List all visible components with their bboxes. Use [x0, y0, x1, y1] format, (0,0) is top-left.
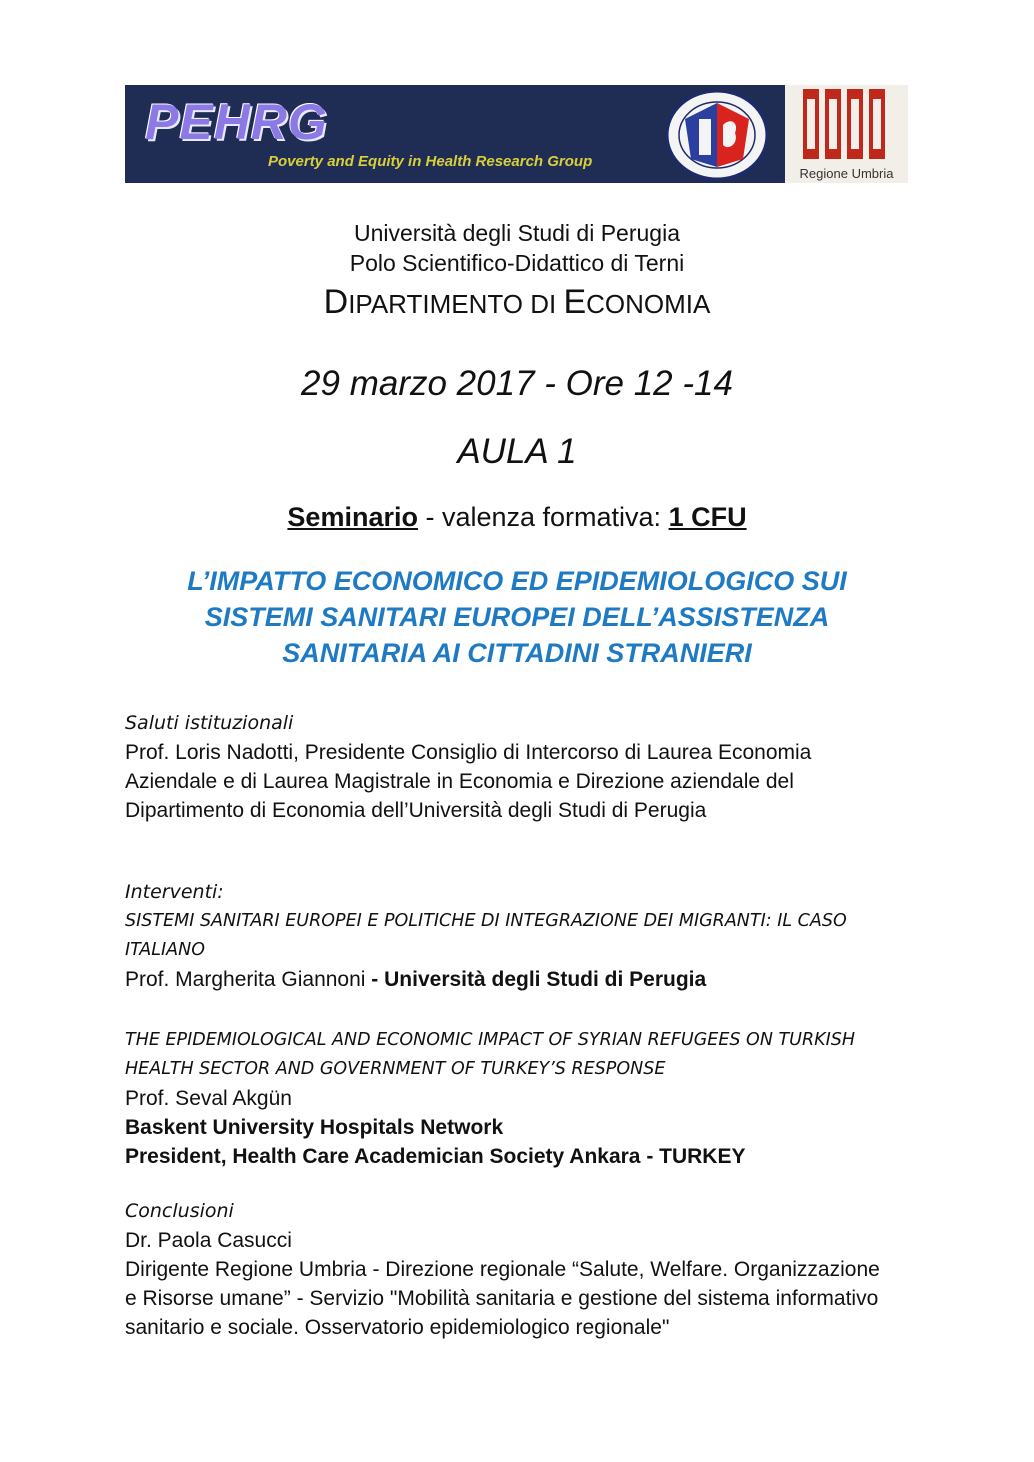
pehrg-logo: PEHRG — [145, 94, 328, 150]
talk2-affiliation-2: President, Health Care Academician Society Ankara - TURKEY — [125, 1145, 746, 1168]
greetings-text: Prof. Loris Nadotti, Presidente Consiglio di Intercorso di Laurea Economia Aziendale e di Laurea Magistrale in Economia e Direzione aziendale del Dipartimento di Economia dell’Università degli Studi di Perugia — [125, 741, 812, 822]
region-label: Regione Umbria — [799, 166, 894, 181]
institution-block — [0, 218, 1034, 278]
interventions-label: Interventi: — [125, 881, 224, 903]
talk1-title: SISTEMI SANITARI EUROPEI E POLITICHE DI INTEGRAZIONE DEI MIGRANTI: IL CASO ITALIANO — [125, 911, 847, 960]
campus-name: Polo Scientifico-Didattico di Terni — [349, 250, 685, 276]
talk2-speaker: Prof. Seval Akgün — [125, 1087, 292, 1110]
talk2-affiliation-1: Baskent University Hospitals Network — [125, 1116, 504, 1139]
event-room: AULA 1 — [457, 432, 577, 471]
regione-umbria-logo — [785, 85, 908, 183]
conclusions-speaker: Dr. Paola Casucci — [125, 1229, 292, 1252]
department-title: DIPARTIMENTO DI ECONOMIA — [323, 283, 711, 321]
interventions-section — [125, 878, 885, 994]
greetings-section — [125, 709, 885, 825]
talk2-section — [125, 1026, 885, 1171]
seminar-title: L’IMPATTO ECONOMICO ED EPIDEMIOLOGICO SUI SISTEMI SANITARI EUROPEI DELL’ASSISTENZA SANITARIA AI CITTADINI STRANIERI — [187, 566, 847, 668]
seminar-line: Seminario - valenza formativa: 1 CFU — [287, 502, 747, 532]
umbria-columns-icon — [785, 85, 908, 163]
talk2-title: THE EPIDEMIOLOGICAL AND ECONOMIC IMPACT OF SYRIAN REFUGEES ON TURKISH HEALTH SECTOR AND GOVERNMENT OF TURKEY’S RESPONSE — [125, 1030, 856, 1079]
conclusions-label: Conclusioni — [125, 1200, 234, 1222]
university-name: Università degli Studi di Perugia — [353, 220, 680, 246]
talk1-speaker-line: Prof. Margherita Giannoni - Università degli Studi di Perugia — [125, 968, 707, 991]
conclusions-text: Dirigente Regione Umbria - Direzione regionale “Salute, Welfare. Organizzazione e Risorse umane” - Servizio "Mobilità sanitaria e gestione del sistema informativo sanitario e sociale. Osservatorio epidemiologico regionale" — [125, 1258, 880, 1339]
event-datetime: 29 marzo 2017 - Ore 12 -14 — [301, 364, 733, 403]
pehrg-tagline: Poverty and Equity in Health Research Group — [268, 153, 593, 170]
header-banner — [125, 85, 908, 183]
greetings-label: Saluti istituzionali — [125, 712, 294, 734]
university-seal-icon — [665, 89, 769, 181]
conclusions-section — [125, 1197, 885, 1342]
seminar-type: Seminario — [287, 502, 418, 532]
credit-value: 1 CFU — [668, 502, 747, 532]
